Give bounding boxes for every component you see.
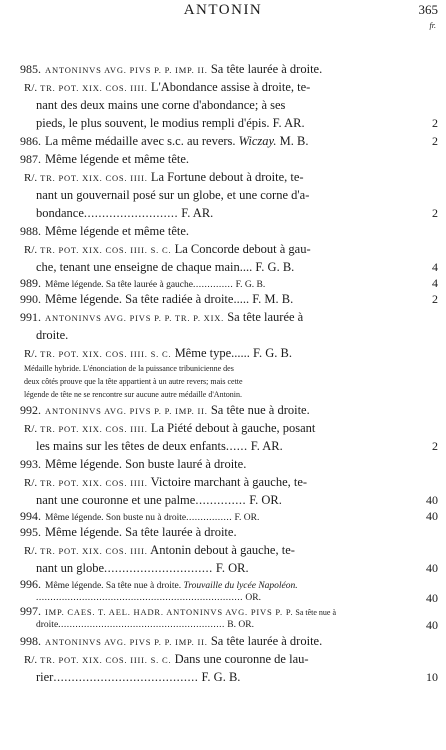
text-line	[0, 455, 446, 473]
text-line	[0, 559, 446, 577]
text-line	[0, 650, 446, 668]
rarity-value: 10	[426, 670, 438, 684]
line-text: nant des deux mains une corne d'abondance; à ses	[36, 98, 286, 112]
text-line	[0, 222, 446, 240]
line-text: droite.	[36, 328, 69, 342]
text-line	[0, 240, 446, 258]
line-text: R/. TR. POT. XIX. COS. IIII. La Fortune debout à droite, te-	[24, 170, 304, 184]
line-text: les mains sur les têtes de deux enfants...... F. AR.	[36, 439, 283, 453]
line-text: 988. Même légende et même tête.	[20, 224, 190, 238]
line-text: 994. Même légende. Son buste nu à droite................ F. OR.	[20, 509, 260, 523]
line-text: ........................................................................ OR.	[36, 593, 261, 603]
line-text: 991. ANTONINVS AVG. PIVS P. P. TR. P. XIX. Sa tête laurée à	[20, 310, 304, 324]
line-text: R/. TR. POT. XIX. COS. IIII. S. C. Même type...... F. G. B.	[24, 346, 292, 360]
text-line	[0, 473, 446, 491]
text-line	[0, 96, 446, 114]
rarity-value: 2	[432, 292, 438, 306]
line-text: 992. ANTONINVS AVG. PIVS P. P. IMP. II. Sa tête nue à droite.	[20, 403, 310, 417]
rarity-value: 2	[432, 116, 438, 130]
line-text: 986. La même médaille avec s.c. au revers. Wiczay. M. B.	[20, 134, 309, 148]
text-line	[0, 437, 446, 455]
line-text: che, tenant une enseigne de chaque main.... F. G. B.	[36, 260, 295, 274]
line-text: 989. Même légende. Sa tête laurée à gauche.............. F. G. B.	[20, 276, 266, 290]
line-text: 996. Même légende. Sa tête nue à droite. Trouvaille du lycée Napoléon.	[20, 577, 298, 591]
text-line	[0, 60, 446, 78]
text-line	[0, 375, 446, 388]
line-text: nant une couronne et une palme.............. F. OR.	[36, 493, 282, 507]
text-line	[0, 401, 446, 419]
line-text: R/. TR. POT. XIX. COS. IIII. La Piété debout à gauche, posant	[24, 421, 316, 435]
line-text: 985. ANTONINVS AVG. PIVS P. P. IMP. II. Sa tête laurée à droite.	[20, 62, 323, 76]
text-line	[0, 541, 446, 559]
line-text: 993. Même légende. Son buste lauré à droite.	[20, 457, 247, 471]
text-line	[0, 419, 446, 437]
rarity-value: 4	[432, 260, 438, 274]
rarity-value: 40	[426, 561, 438, 575]
text-line	[0, 276, 446, 290]
text-line	[0, 632, 446, 650]
text-line	[0, 150, 446, 168]
text-line	[0, 509, 446, 523]
line-text: R/. TR. POT. XIX. COS. IIII. L'Abondance assise à droite, te-	[24, 80, 311, 94]
line-text: bondance.......................... F. AR.	[36, 206, 214, 220]
line-text: deux côtés prouve que la tête appartient à un autre revers; mais cette	[24, 377, 243, 386]
line-text: 987. Même légende et même tête.	[20, 152, 190, 166]
line-text: pieds, le plus souvent, le modius rempli d'épis. F. AR.	[36, 116, 305, 130]
text-line	[0, 204, 446, 222]
text-line	[0, 114, 446, 132]
text-line	[0, 78, 446, 96]
text-line	[0, 258, 446, 276]
text-line	[0, 618, 446, 632]
rarity-value: 40	[426, 591, 438, 605]
text-line	[0, 668, 446, 686]
text-line	[0, 132, 446, 150]
text-line	[0, 362, 446, 375]
line-text: R/. TR. POT. XIX. COS. IIII. S. C. La Concorde debout à gau-	[24, 242, 311, 256]
line-text: 990. Même légende. Sa tête radiée à droite..... F. M. B.	[20, 292, 294, 306]
line-text: rier........................................ F. G. B.	[36, 670, 241, 684]
rarity-value: 2	[432, 206, 438, 220]
page-header	[0, 2, 446, 30]
line-text: R/. TR. POT. XIX. COS. IIII. Victoire marchant à gauche, te-	[24, 475, 308, 489]
text-line	[0, 290, 446, 308]
text-line	[0, 577, 446, 591]
text-line	[0, 491, 446, 509]
text-line	[0, 186, 446, 204]
line-text: légende de tête ne se rencontre sur aucune autre médaille d'Antonin.	[24, 390, 243, 399]
text-line	[0, 344, 446, 362]
line-text: 998. ANTONINVS AVG. PIVS P. P. IMP. II. Sa tête laurée à droite.	[20, 634, 323, 648]
rarity-value: 40	[426, 493, 438, 507]
line-text: R/. TR. POT. XIX. COS. IIII. S. C. Dans une couronne de lau-	[24, 652, 309, 666]
line-text: 995. Même légende. Sa tête laurée à droite.	[20, 525, 237, 539]
text-line	[0, 591, 446, 605]
line-text: 997. IMP. CAES. T. AEL. HADR. ANTONINVS AVG. PIVS P. P. Sa tête nue à	[20, 605, 337, 618]
line-text: R/. TR. POT. XIX. COS. IIII. Antonin debout à gauche, te-	[24, 543, 295, 557]
running-title: ANTONIN	[183, 2, 263, 18]
text-line	[0, 326, 446, 344]
line-text: nant un globe.............................. F. OR.	[36, 561, 249, 575]
rarity-value: 40	[426, 509, 438, 523]
rarity-value: 2	[432, 439, 438, 453]
text-line	[0, 308, 446, 326]
line-text: Médaille hybride. L'énonciation de la puissance tribunicienne des	[24, 364, 234, 373]
text-line	[0, 168, 446, 186]
rarity-value: 2	[432, 134, 438, 148]
text-line	[0, 605, 446, 618]
catalog-entries	[0, 60, 446, 686]
text-line	[0, 388, 446, 401]
line-text: droite.......................................................... B. OR.	[36, 620, 254, 630]
column-head: fr.	[429, 21, 436, 30]
text-line	[0, 523, 446, 541]
rarity-value: 40	[426, 618, 438, 632]
rarity-value: 4	[432, 276, 438, 290]
line-text: nant un gouvernail posé sur un globe, et une corne d'a-	[36, 188, 310, 202]
page-number: 365	[418, 2, 438, 17]
